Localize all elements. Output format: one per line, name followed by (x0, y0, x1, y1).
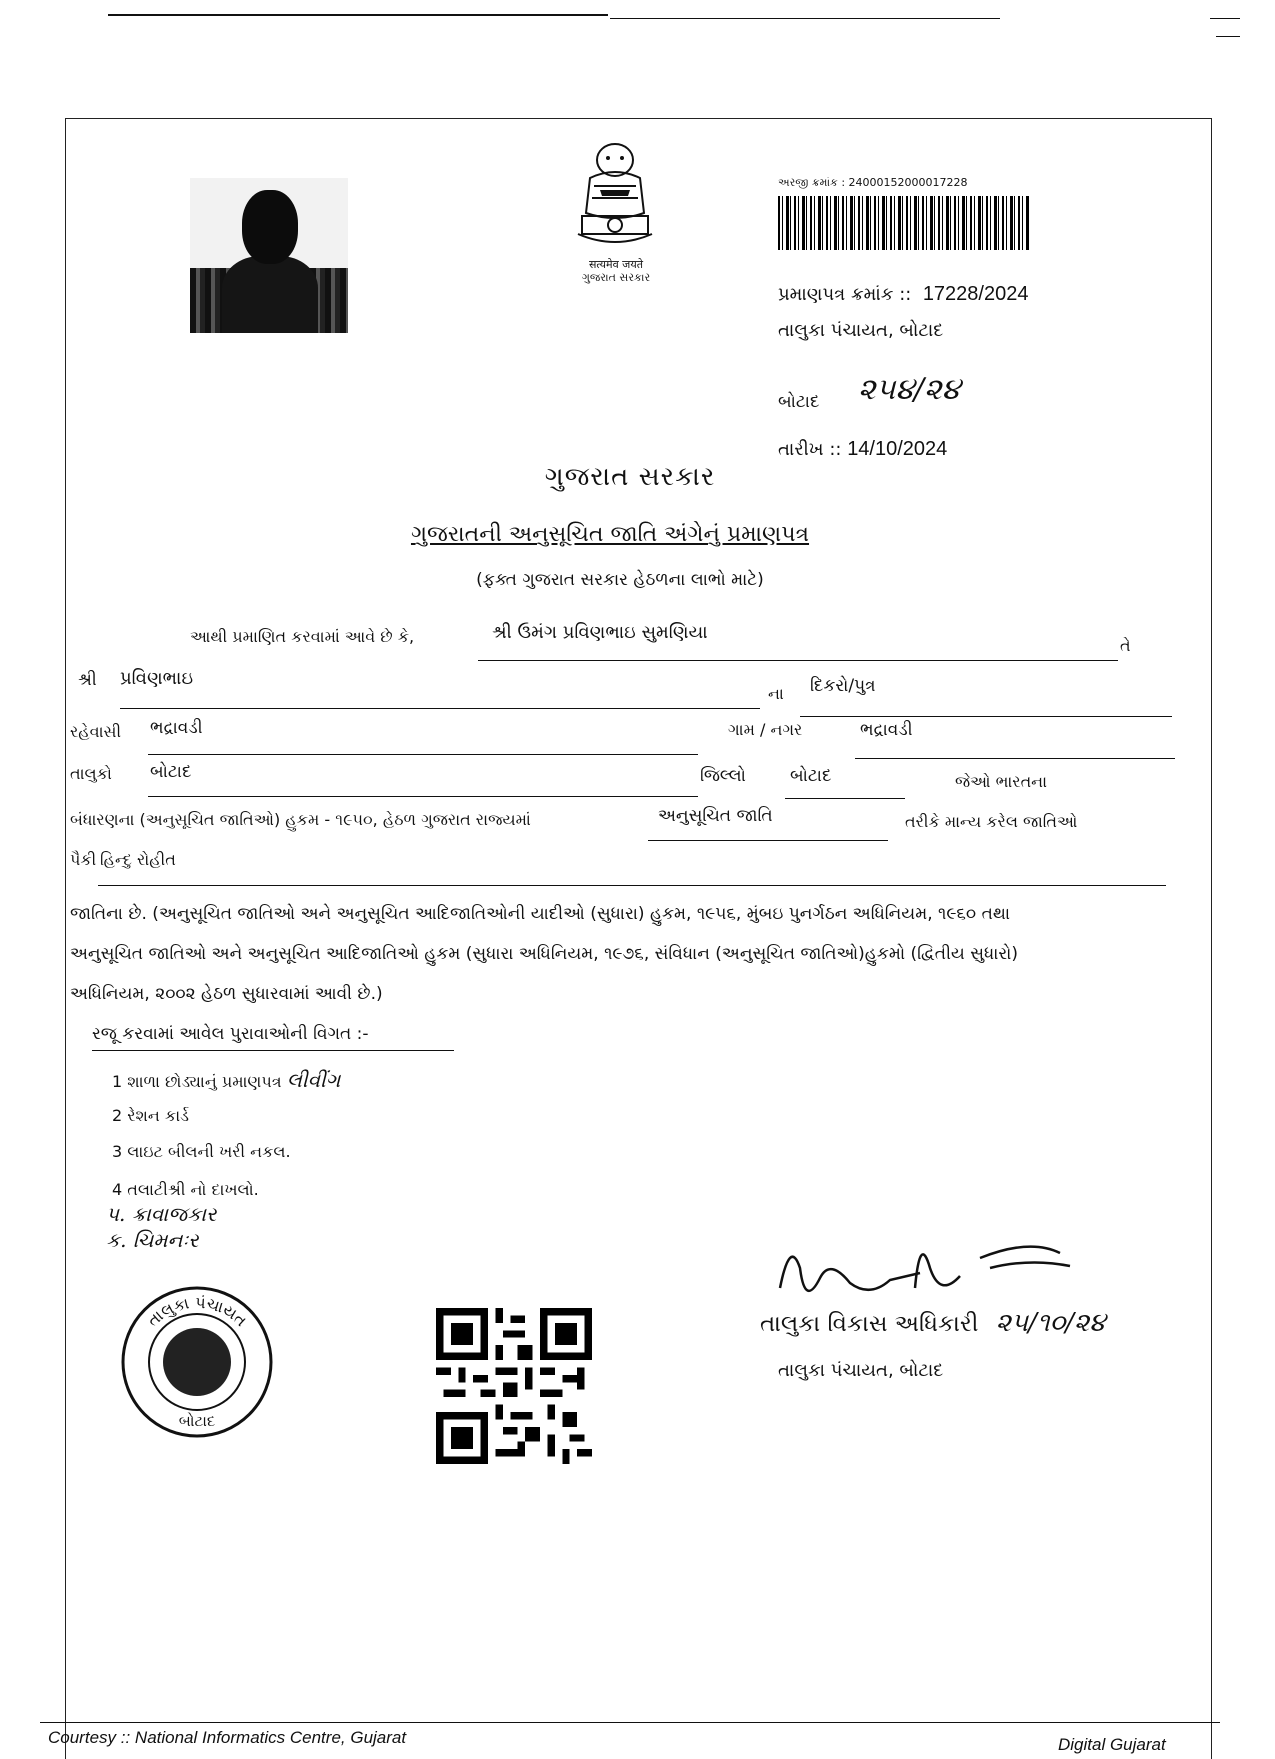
underline (148, 796, 698, 797)
document-item: 2 રેશન કાર્ડ (112, 1106, 189, 1125)
document-frame (65, 118, 1212, 1759)
taluka-value: બોટાદ (150, 762, 192, 782)
legal-text-line2: અનુસૂચિત જાતિઓ અને અનુસૂચિત આદિજાતિઓ હુકમ (સુધારા અધિનિયમ, ૧૯૭૬, સંવિધાન (અનુસૂચિત જાતિઓ)હુકમો (દ્વિતીય સુધારો) (70, 944, 1019, 964)
footer-rule (40, 1722, 1220, 1723)
footer-brand: Digital Gujarat (1058, 1735, 1166, 1754)
underline (478, 660, 1118, 661)
resident-value: ભદ્રાવડી (150, 718, 203, 738)
applicant-photo (190, 178, 348, 333)
district-label: જિલ્લો (700, 766, 746, 786)
legal-text-line1: જાતિના છે. (અનુસૂચિત જાતિઓ અને અનુસૂચિત આદિજાતિઓની યાદીઓ (સુધારા) હુકમ, ૧૯૫૬, મુંબઇ પુનર્ગઠન અધિનિયમ, ૧૯૬૦ તથા (70, 904, 1011, 924)
india-text: જેઓ ભારતના (955, 772, 1048, 791)
applicant-name: શ્રી ઉમંગ પ્રવિણભાઇ સુમણિયા (492, 622, 708, 643)
handwritten-note: ક. ચિમનઃર (106, 1228, 199, 1252)
taluka-label: તાલુકો (70, 764, 112, 783)
relation: દિકરો/પુત્ર (810, 676, 876, 696)
scan-line (1216, 36, 1240, 37)
date: તારીખ :: 14/10/2024 (778, 438, 948, 460)
scan-line (1210, 18, 1240, 19)
caste: હિન્દુ રોહીત (100, 850, 176, 869)
te-text: તે (1120, 636, 1131, 655)
village-label: ગામ / નગર (728, 720, 803, 739)
underline (785, 798, 905, 799)
underline (648, 840, 888, 841)
na-text: ના (768, 684, 784, 703)
certify-text: આથી પ્રમાણિત કરવામાં આવે છે કે, (190, 627, 415, 646)
government-title: ગુજરાત સરકાર (544, 462, 716, 492)
svg-text:બોટાદ: બોટાદ (178, 1412, 216, 1430)
scan-line (108, 14, 608, 16)
handwritten-note: પ. ક્રાવાજકાર (106, 1202, 217, 1226)
certificate-title: ગુજરાતની અનુસૂચિત જાતિ અંગેનું પ્રમાણપત્ર (410, 522, 810, 547)
emblem-caption: सत्यमेव जयते ગુજરાત સરકાર (581, 258, 651, 284)
underline (800, 716, 1172, 717)
barcode (778, 196, 1030, 250)
category: અનુસૂચિત જાતિ (658, 806, 773, 826)
village-value: ભદ્રાવડી (860, 720, 913, 740)
national-emblem-icon (560, 138, 670, 256)
svg-text:તાલુકા પંચાયત: તાલુકા પંચાયત (143, 1292, 251, 1331)
document-item: 3 લાઇટ બીલની ખરી નકલ. (112, 1142, 291, 1161)
district-value: બોટાદ (790, 766, 832, 786)
scan-line (610, 18, 1000, 19)
issuing-office: તાલુકા પંચાયત, બોટાદ (778, 320, 944, 341)
father-name: પ્રવિણભાઇ (120, 668, 194, 689)
certificate-purpose: (ફક્ત ગુજરાત સરકાર હેઠળના લાભો માટે) (476, 570, 764, 590)
documents-heading: રજૂ કરવામાં આવેલ પુરાવાઓની વિગત :- (92, 1024, 369, 1044)
place-label: બોટાદ (778, 392, 820, 412)
handwritten-number: ૨૫૪/૨૪ (858, 372, 961, 407)
qr-code (436, 1308, 592, 1464)
recognized-text: તરીકે માન્ય કરેલ જાતિઓ (905, 812, 1078, 831)
underline (98, 885, 1166, 886)
document-item: 1 શાળા છોડ્યાનું પ્રમાણપત્ર લીવીંગ (112, 1068, 341, 1092)
signatory-title: તાલુકા વિકાસ અધિકારી ૨૫/૧૦/૨૪ (760, 1308, 1106, 1338)
shri-label: શ્રી (78, 670, 97, 690)
resident-label: રહેવાસી (70, 722, 122, 741)
order-text: બંધારણના (અનુસૂચિત જાતિઓ) હુકમ - ૧૯૫૦, હેઠળ ગુજરાત રાજ્યમાં (70, 810, 531, 829)
underline (855, 758, 1175, 759)
footer-courtesy: Courtesy :: National Informatics Centre, Gujarat (48, 1728, 407, 1747)
legal-text-line3: અધિનિયમ, ૨૦૦૨ હેઠળ સુધારવામાં આવી છે.) (70, 984, 383, 1004)
among-label: પૈકી (70, 850, 97, 869)
signatory-office: તાલુકા પંચાયત, બોટાદ (778, 1360, 944, 1381)
underline (92, 1050, 454, 1051)
application-number: અરજી ક્રમાંક : 24000152000017228 (778, 176, 968, 189)
underline (148, 754, 698, 755)
document-item: 4 તલાટીશ્રી નો દાખલો. (112, 1180, 259, 1199)
underline (120, 708, 760, 709)
panchayat-stamp (117, 1282, 277, 1442)
certificate-number: પ્રમાણપત્ર ક્રમાંક :: 17228/2024 (778, 283, 1029, 305)
